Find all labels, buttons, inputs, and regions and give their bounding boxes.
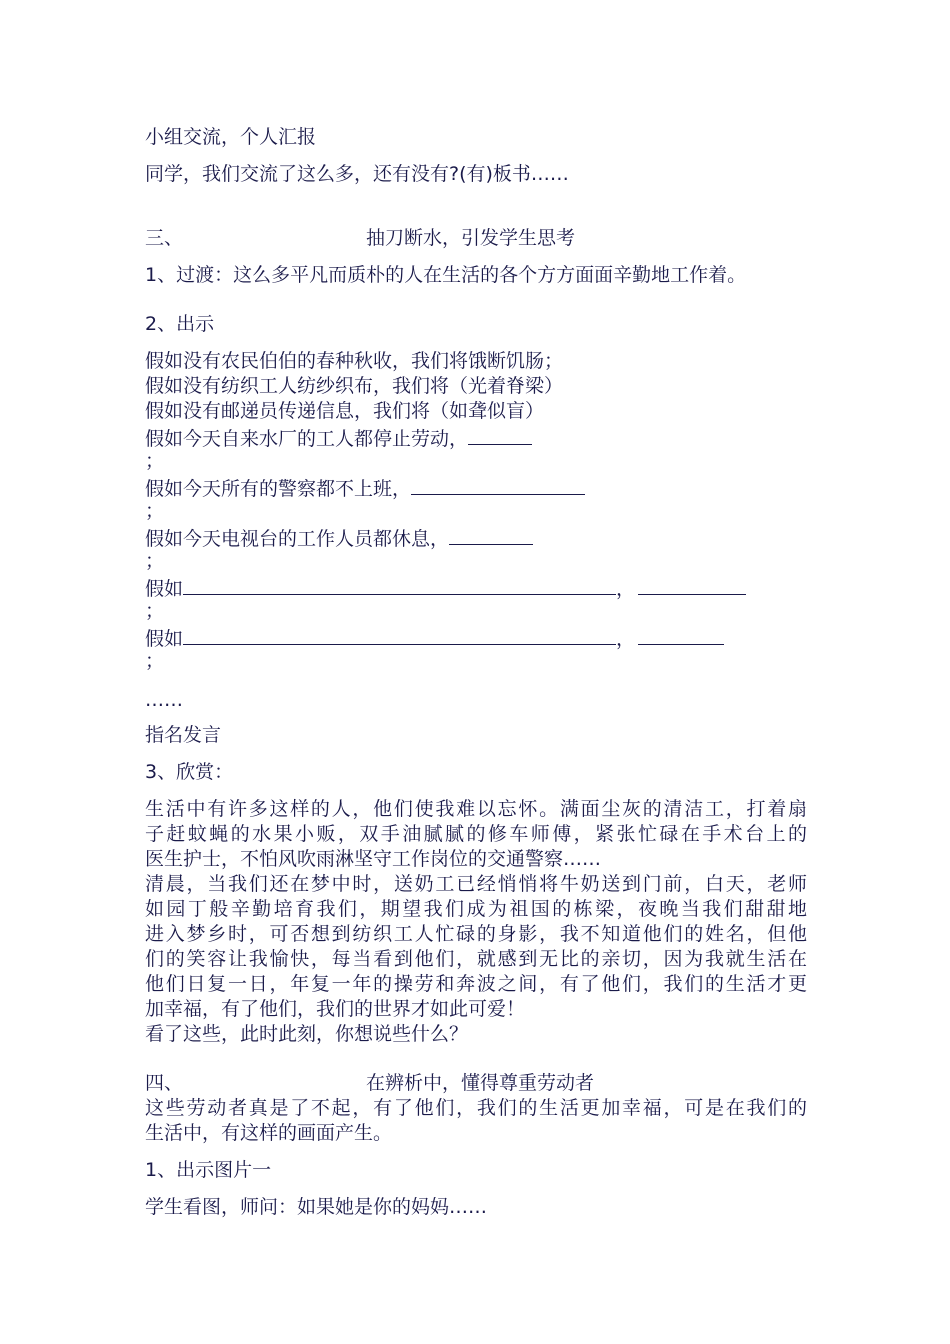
text-line: 2、出示 [145, 313, 215, 335]
section-number: 四、 [145, 1072, 184, 1094]
text-line: ； [145, 500, 165, 522]
paragraph-line: 进入梦乡时，可否想到纺织工人忙碌的身影，我不知道他们的姓名，但他 [145, 923, 807, 945]
paragraph-line: 如园丁般辛勤培育我们，期望我们成为祖国的栋梁，夜晚当我们甜甜地 [145, 898, 807, 920]
text-line: ； [145, 450, 165, 472]
fill-in-line [145, 424, 532, 452]
blank-line [468, 424, 532, 445]
paragraph-line: 生活中有许多这样的人，他们使我难以忘怀。满面尘灰的清洁工，打着扇 [145, 798, 807, 820]
blank-line [183, 624, 616, 645]
paragraph-line: 们的笑容让我愉快，每当看到他们，就感到无比的亲切，因为我就生活在 [145, 948, 807, 970]
paragraph-line: 医生护士，不怕风吹雨淋坚守工作岗位的交通警察…… [145, 848, 602, 870]
text-line: 3、欣赏： [145, 761, 234, 783]
text-line: 同学，我们交流了这么多，还有没有?(有)板书…… [145, 163, 569, 185]
blank-line [183, 574, 616, 595]
blank-line [638, 624, 724, 645]
paragraph-line: 清晨，当我们还在梦中时，送奶工已经悄悄将牛奶送到门前，白天，老师 [145, 873, 807, 895]
blank-line [449, 524, 533, 545]
fill-in-prompt: 假如今天电视台的工作人员都休息， [145, 528, 450, 550]
paragraph-line: 这些劳动者真是了不起，有了他们，我们的生活更加幸福，可是在我们的 [145, 1097, 807, 1119]
text-line: 1、出示图片一 [145, 1159, 272, 1181]
text-line: 指名发言 [145, 724, 222, 746]
paragraph-line: 加幸福，有了他们，我们的世界才如此可爱！ [145, 998, 526, 1020]
comma: ， [616, 628, 636, 650]
paragraph-line: 生活中，有这样的画面产生。 [145, 1122, 393, 1144]
paragraph-line: 子赶蚊蝇的水果小贩，双手油腻腻的修车师傅，紧张忙碌在手术台上的 [145, 823, 807, 845]
text-line: 小组交流，个人汇报 [145, 126, 317, 148]
section-heading: 抽刀断水，引发学生思考 [366, 227, 576, 249]
fill-in-prompt: 假如 [145, 578, 184, 600]
fill-in-line [145, 474, 585, 502]
fill-in-line [145, 624, 724, 652]
text-line: 假如没有纺织工人纺纱织布，我们将（光着脊梁） [145, 375, 564, 397]
fill-in-prompt: 假如今天所有的警察都不上班， [145, 478, 412, 500]
text-line: 1、过渡：这么多平凡而质朴的人在生活的各个方方面面辛勤地工作着。 [145, 264, 747, 286]
text-line: ； [145, 650, 165, 672]
comma: ， [616, 578, 636, 600]
section-heading: 在辨析中，懂得尊重劳动者 [366, 1072, 595, 1094]
blank-line [411, 474, 585, 495]
text-line: ； [145, 550, 165, 572]
fill-in-line [145, 574, 746, 602]
section-number: 三、 [145, 227, 184, 249]
paragraph-line: 他们日复一日，年复一年的操劳和奔波之间，有了他们，我们的生活才更 [145, 973, 807, 995]
text-line: ； [145, 600, 165, 622]
text-line: 假如没有农民伯伯的春种秋收，我们将饿断饥肠； [145, 350, 564, 372]
fill-in-prompt: 假如 [145, 628, 184, 650]
fill-in-prompt: 假如今天自来水厂的工人都停止劳动， [145, 428, 469, 450]
text-line: …… [145, 689, 183, 711]
text-line: 学生看图，师问：如果她是你的妈妈…… [145, 1196, 488, 1218]
fill-in-line [145, 524, 533, 552]
blank-line [638, 574, 746, 595]
text-line: 看了这些，此时此刻，你想说些什么？ [145, 1023, 469, 1045]
text-line: 假如没有邮递员传递信息，我们将（如聋似盲） [145, 400, 545, 422]
